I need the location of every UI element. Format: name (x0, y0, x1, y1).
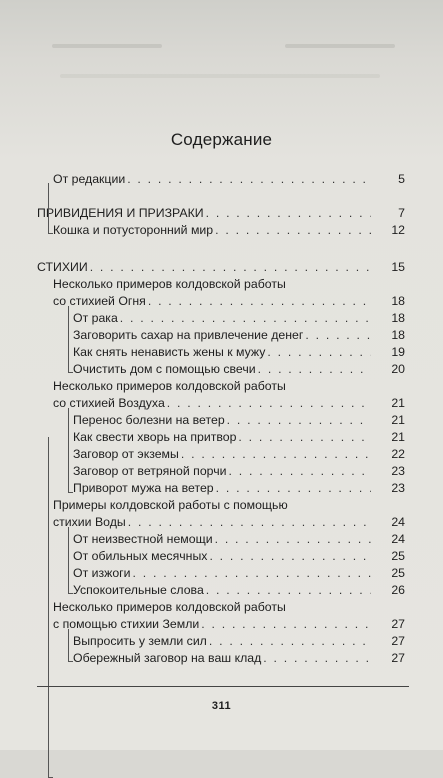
toc-entry[interactable] (0, 395, 443, 411)
toc-entry-title: Очистить дом с помощью свечи (73, 362, 256, 376)
toc-entry-title: со стихией Воздуха (53, 396, 165, 410)
section-bracket (68, 527, 73, 594)
toc-entry[interactable] (0, 205, 443, 221)
dot-leader (126, 514, 371, 530)
dot-leader (265, 344, 371, 360)
toc-entry-title: Как снять ненависть жены к мужу (73, 345, 266, 359)
dot-leader (179, 446, 371, 462)
toc-entry-page: 22 (391, 447, 405, 461)
toc-entry-title: Несколько примеров колдовской работы (53, 277, 286, 291)
dot-leader (213, 531, 371, 547)
dot-leader (204, 582, 371, 598)
toc-entry-page: 20 (391, 362, 405, 376)
toc-entry-page: 12 (391, 223, 405, 237)
toc-entry[interactable] (0, 378, 443, 394)
toc-entry-page: 24 (391, 532, 405, 546)
toc-entry-page: 21 (391, 396, 405, 410)
dot-leader (227, 463, 371, 479)
toc-entry[interactable] (0, 599, 443, 615)
toc-entry[interactable] (0, 327, 443, 343)
dot-leader (165, 395, 371, 411)
toc-entry-title: Приворот мужа на ветер (73, 481, 214, 495)
toc-entry[interactable] (0, 497, 443, 513)
toc-entry[interactable] (0, 310, 443, 326)
toc-entry-page: 23 (391, 464, 405, 478)
section-bracket (68, 629, 73, 662)
toc-entry[interactable] (0, 650, 443, 666)
toc-entry-title: От редакции (53, 172, 126, 186)
toc-entry-page: 15 (391, 260, 405, 274)
toc-entry-title: Кошка и потусторонний мир (53, 223, 214, 237)
toc-entry[interactable] (0, 480, 443, 496)
dot-leader (204, 205, 371, 221)
toc-entry[interactable] (0, 276, 443, 292)
toc-entry[interactable] (0, 582, 443, 598)
dot-leader (118, 310, 371, 326)
toc-entry-title: Обережный заговор на ваш клад (73, 651, 262, 665)
toc-entry-page: 18 (391, 294, 405, 308)
toc-entry-page: 7 (398, 206, 405, 220)
toc-entry-page: 27 (391, 634, 405, 648)
dot-leader (207, 548, 371, 564)
dot-leader (199, 616, 371, 632)
toc-entry[interactable] (0, 412, 443, 428)
toc-entry-page: 26 (391, 583, 405, 597)
toc-entry[interactable] (0, 514, 443, 530)
toc-entry[interactable] (0, 463, 443, 479)
toc-entry[interactable] (0, 344, 443, 360)
dot-leader (146, 293, 371, 309)
toc-entry-title: Заговорить сахар на привлечение денег (73, 328, 304, 342)
dot-leader (256, 361, 371, 377)
dot-leader (214, 480, 371, 496)
toc-entry-page: 5 (398, 172, 405, 186)
toc-entry[interactable] (0, 293, 443, 309)
toc-entry[interactable] (0, 222, 443, 238)
toc-entry-page: 24 (391, 515, 405, 529)
bleed-through-text (60, 74, 380, 78)
toc-entry-page: 25 (391, 566, 405, 580)
section-bracket (68, 306, 73, 373)
bleed-through-text (285, 44, 395, 48)
contents-heading: Содержание (170, 130, 273, 149)
toc-entry[interactable] (0, 633, 443, 649)
toc-entry-page: 18 (391, 328, 405, 342)
toc-entry-page: 25 (391, 549, 405, 563)
dot-leader (261, 650, 371, 666)
toc-entry-page: 27 (391, 651, 405, 665)
toc-entry-page: 18 (391, 311, 405, 325)
dot-leader (131, 565, 371, 581)
dot-leader (207, 633, 371, 649)
toc-entry-title: Несколько примеров колдовской работы (53, 379, 286, 393)
footer-rule (37, 686, 409, 687)
toc-entry-title: Примеры колдовской работы с помощью (53, 498, 288, 512)
toc-entry-title: СТИХИИ (37, 260, 88, 274)
toc-entry[interactable] (0, 565, 443, 581)
toc-entry[interactable] (0, 616, 443, 632)
toc-entry[interactable] (0, 446, 443, 462)
section-bracket (48, 437, 53, 778)
dot-leader (125, 171, 371, 187)
toc-entry-title: Успокоительные слова (73, 583, 204, 597)
toc-entry-page: 21 (391, 430, 405, 444)
toc-entry[interactable] (0, 429, 443, 445)
toc-entry-title: с помощью стихии Земли (53, 617, 200, 631)
toc-entry-title: Заговор от экземы (73, 447, 179, 461)
toc-entry[interactable] (0, 548, 443, 564)
toc-entry[interactable] (0, 361, 443, 377)
toc-entry-title: ПРИВИДЕНИЯ И ПРИЗРАКИ (37, 206, 204, 220)
toc-entry-title: Несколько примеров колдовской работы (53, 600, 286, 614)
page-number: 311 (211, 700, 232, 712)
toc-entry-title: Выпросить у земли сил (73, 634, 207, 648)
toc-entry-page: 21 (391, 413, 405, 427)
toc-entry[interactable] (0, 259, 443, 275)
toc-entry-page: 19 (391, 345, 405, 359)
toc-entry-title: стихии Воды (53, 515, 126, 529)
section-bracket (68, 408, 73, 493)
toc-entry-title: Как свести хворь на притвор (73, 430, 237, 444)
bleed-through-text (52, 44, 162, 48)
toc-entry-title: Заговор от ветряной порчи (73, 464, 227, 478)
toc-entry-page: 23 (391, 481, 405, 495)
toc-entry[interactable] (0, 531, 443, 547)
toc-entry-title: От неизвестной немощи (73, 532, 213, 546)
toc-entry-title: От изжоги (73, 566, 131, 580)
dot-leader (303, 327, 371, 343)
toc-entry-title: От рака (73, 311, 118, 325)
dot-leader (213, 222, 371, 238)
toc-entry-title: Перенос болезни на ветер (73, 413, 225, 427)
toc-entry-title: От обильных месячных (73, 549, 208, 563)
toc-entry-page: 27 (391, 617, 405, 631)
toc-entry[interactable] (0, 171, 443, 187)
section-bracket (48, 183, 53, 234)
dot-leader (225, 412, 371, 428)
dot-leader (88, 259, 371, 275)
dot-leader (236, 429, 371, 445)
toc-entry-title: со стихией Огня (53, 294, 146, 308)
